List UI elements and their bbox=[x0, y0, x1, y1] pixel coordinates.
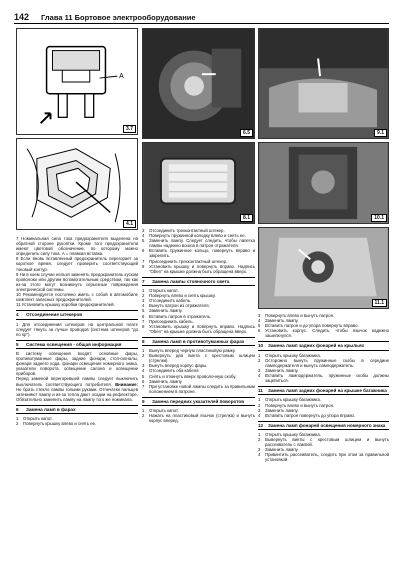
list-item: 4 Заменить лампу. bbox=[258, 318, 299, 324]
list-item: 3 Заменить лампу. bbox=[258, 407, 299, 413]
connector-drawing bbox=[17, 139, 137, 229]
list-item: 1 Открыть крышку багажника. bbox=[258, 432, 321, 438]
section-heading: 12 Замена ламп фонарей освещения номерного знака bbox=[258, 421, 389, 430]
header-divider bbox=[14, 23, 389, 24]
list-item: 8 Установить крышку и повернуть вправо. Надпись "Oben" на крышке должна быть обращена вверх. bbox=[142, 263, 255, 274]
list-item: 3 Отсоединить кабель. bbox=[142, 298, 192, 304]
column-2 bbox=[142, 228, 255, 564]
list-item: 8 Установить крышку и повернуть вправо. Надпись "Oben" на крышке должна быть обращена вверх. bbox=[142, 323, 255, 334]
column-1 bbox=[16, 236, 138, 564]
warning-label: Внимание: bbox=[115, 381, 138, 387]
section-heading: 10 Замена ламп задних фонарей на крыльях bbox=[258, 341, 389, 350]
taillamp-holder-photo bbox=[259, 143, 388, 223]
section-heading: 7 Замена лампы стояночного света bbox=[142, 277, 255, 286]
chapter-title: Глава 11 Бортовое электрооборудование bbox=[41, 13, 196, 22]
list-item: 2 Осторожно вынуть пружинные скобы в середине ламподержателя и вынуть ламподержатель. bbox=[258, 357, 389, 368]
page-header bbox=[14, 8, 389, 22]
paragraph: 11 Установить крышку коробки предохранителей. bbox=[16, 302, 115, 308]
list-item: 1 Открыть крышку багажника. bbox=[258, 352, 321, 358]
paragraph: 7 Номинальная сила тока предохранителя выделена на обратной стороне рукоятки. Кроме того предохранители имеют цветовой обозначение, по которому можно определить силу тока. A = плавкая вставка. bbox=[16, 236, 138, 257]
figure-caption: 8.1 bbox=[240, 214, 253, 222]
list-item: 1 Открыть капот. bbox=[16, 416, 53, 422]
figure-caption: 11.1 bbox=[372, 299, 387, 307]
paragraph: 10 Рекомендуется постоянно иметь с собой в автомобиле комплект запасных предохранителей. bbox=[16, 292, 138, 303]
foglamp-photo bbox=[143, 143, 254, 223]
figure-caption: 3.7 bbox=[123, 125, 136, 133]
list-item: 7 Присоединить кабель. bbox=[142, 318, 194, 324]
list-item: 4 Отсоединить оба кабеля. bbox=[142, 368, 200, 374]
section-heading: 4 Отсоединение штекеров bbox=[16, 310, 138, 319]
list-item: 4 Повернуть пружинной колодку влево и снять ее. bbox=[142, 233, 246, 239]
paragraph: 8 Если вновь вставленный предохранитель перегорает за короткое время, следует проверить соответствующий токовый контур. bbox=[16, 256, 138, 272]
list-item: 6 Вставить пружинное кольцо, повернуть вправо и закрепить. bbox=[142, 248, 255, 259]
indicator-photo bbox=[259, 29, 388, 138]
fuse-drawing bbox=[17, 29, 137, 134]
list-item: 5 Заменить лампу. Следует следить, чтобы лапетка лампы надежно вошла в патрон отражателя. bbox=[142, 238, 255, 249]
list-item: 6 Заменить лампу. bbox=[142, 378, 183, 384]
list-item: 3 Отсоединить трехконтактный штекер. bbox=[142, 228, 225, 233]
list-item: 4 Вставить патрон повернуть до упора вправо. bbox=[258, 412, 356, 418]
figure-8-1 bbox=[142, 142, 255, 224]
figure-caption: 4.1 bbox=[123, 220, 136, 228]
figure-9-1 bbox=[258, 28, 389, 139]
list-item: 7 Присоединить трехконтактный штекер. bbox=[142, 258, 228, 264]
section-heading: 8 Замена ламп в противотуманных фарах bbox=[142, 337, 255, 346]
list-item: 3 Повернуть влево и вынуть патрон. bbox=[258, 313, 335, 318]
list-item: 3 Вынуть вперед корпус фары. bbox=[142, 363, 208, 369]
figure-6-5 bbox=[142, 28, 255, 139]
page-number: 142 bbox=[14, 12, 30, 22]
list-item: 4 Вынуть патрон из отражателя. bbox=[142, 303, 210, 309]
figure-4-1 bbox=[16, 138, 138, 230]
list-item: 1 Открыть капот. bbox=[142, 288, 179, 294]
list-item: 6 Установить корпус. Следить, чтобы язычок надежно зашелкнулся. bbox=[258, 328, 389, 339]
list-item: 1 Открыть крышку багажника. bbox=[258, 397, 321, 403]
section-heading: 6 Замена ламп в фарах bbox=[16, 405, 138, 414]
list-item: 5 Снять и откинуть вверх проволочную скобу. bbox=[142, 373, 237, 379]
paragraph: 9 Ни в коем случае нельзя заменять предохранитель куском проволоки или другим вспомогательным средством, так как из-за этого могут возникнуть серьезные повреждения электрической системы. bbox=[16, 271, 138, 292]
list-item: 1 Открыть капот. bbox=[142, 408, 179, 414]
list-item: 1 Вынуть вперед черную пластиковую рамку. bbox=[142, 348, 236, 354]
figure-11-1 bbox=[258, 227, 389, 309]
list-item: 2 Повернуть влево и вынуть патрон. bbox=[258, 402, 335, 408]
figure-caption: 6.5 bbox=[240, 129, 253, 137]
section-heading: 9 Замена передних указателей поворотов bbox=[142, 397, 255, 406]
column-3 bbox=[258, 313, 389, 564]
list-item: 4 Вставить ламподержатель, пружинные скобы должны зацепиться. bbox=[258, 373, 389, 384]
trunk-lamp-photo bbox=[259, 228, 388, 308]
list-item: 2 Повернуть влево и снять крышку. bbox=[142, 293, 216, 299]
figure-3-7 bbox=[16, 28, 138, 135]
list-item: 5 Заменить лампу. bbox=[142, 308, 183, 314]
list-item: 6 Вставить патрон в отражатель. bbox=[142, 313, 212, 319]
figure-caption: 10.1 bbox=[371, 214, 387, 222]
section-heading: 5 Система освещения - общая информация bbox=[16, 340, 138, 349]
list-item: 2 Вывернуть два винта с крестовым шлицем (стрелки). bbox=[142, 353, 255, 364]
list-item: 2 Повернуть крышку влево и снять ее. bbox=[16, 421, 97, 427]
list-item: 4 Привинтить рассеиватель, следить при этом за правильной установкой. bbox=[258, 452, 389, 463]
list-item: 2 Нажать на пластиковый язычок (стрелка) и вынуть корпус вперед. bbox=[142, 413, 255, 424]
list-item: 3 Заменить лампу. bbox=[258, 447, 299, 453]
paragraph: В систему освещения входят: основные фары, противотуманные фары, задние фонари, стоп-сигналы, фонари заднего хода, фонари освещения номерного знака, указатели поворота, освещение салона и освещение приборов. bbox=[16, 351, 138, 377]
list-item: 7 При установке новой лампы следить за правильным положением в патроне. bbox=[142, 383, 255, 394]
headlamp-photo bbox=[143, 29, 254, 138]
list-item: 3 Заменить лампу. bbox=[258, 367, 299, 373]
list-item: 2 Вывернуть винты с крестовым шлицем и вынуть рассеиватель с лампой. bbox=[258, 437, 389, 448]
section-heading: 11 Замена ламп задних фонарей на крышке багажника bbox=[258, 386, 389, 395]
label-a: A bbox=[119, 73, 124, 81]
figure-caption: 9.1 bbox=[374, 129, 387, 137]
list-item: 5 Вставить патрон и до упора повернуть вправо. bbox=[258, 323, 359, 329]
figure-10-1 bbox=[258, 142, 389, 224]
paragraph: Перед заменой перегоревшей лампы следует выключить выключатель соответствующего потребителя. Внимание: Не брать стекло лампы голыми руками. Отпечатки пальцев затемняют лампу и из-за тепла дают осадки на рефлекторе. Обязательно заменить лампу на лампу того же номинала. bbox=[16, 376, 138, 402]
paragraph: 1 Для отсоединения штекеров на центральной плате следует тянуть за лучше проводов (система штекеров "до по sp"). bbox=[16, 321, 138, 337]
